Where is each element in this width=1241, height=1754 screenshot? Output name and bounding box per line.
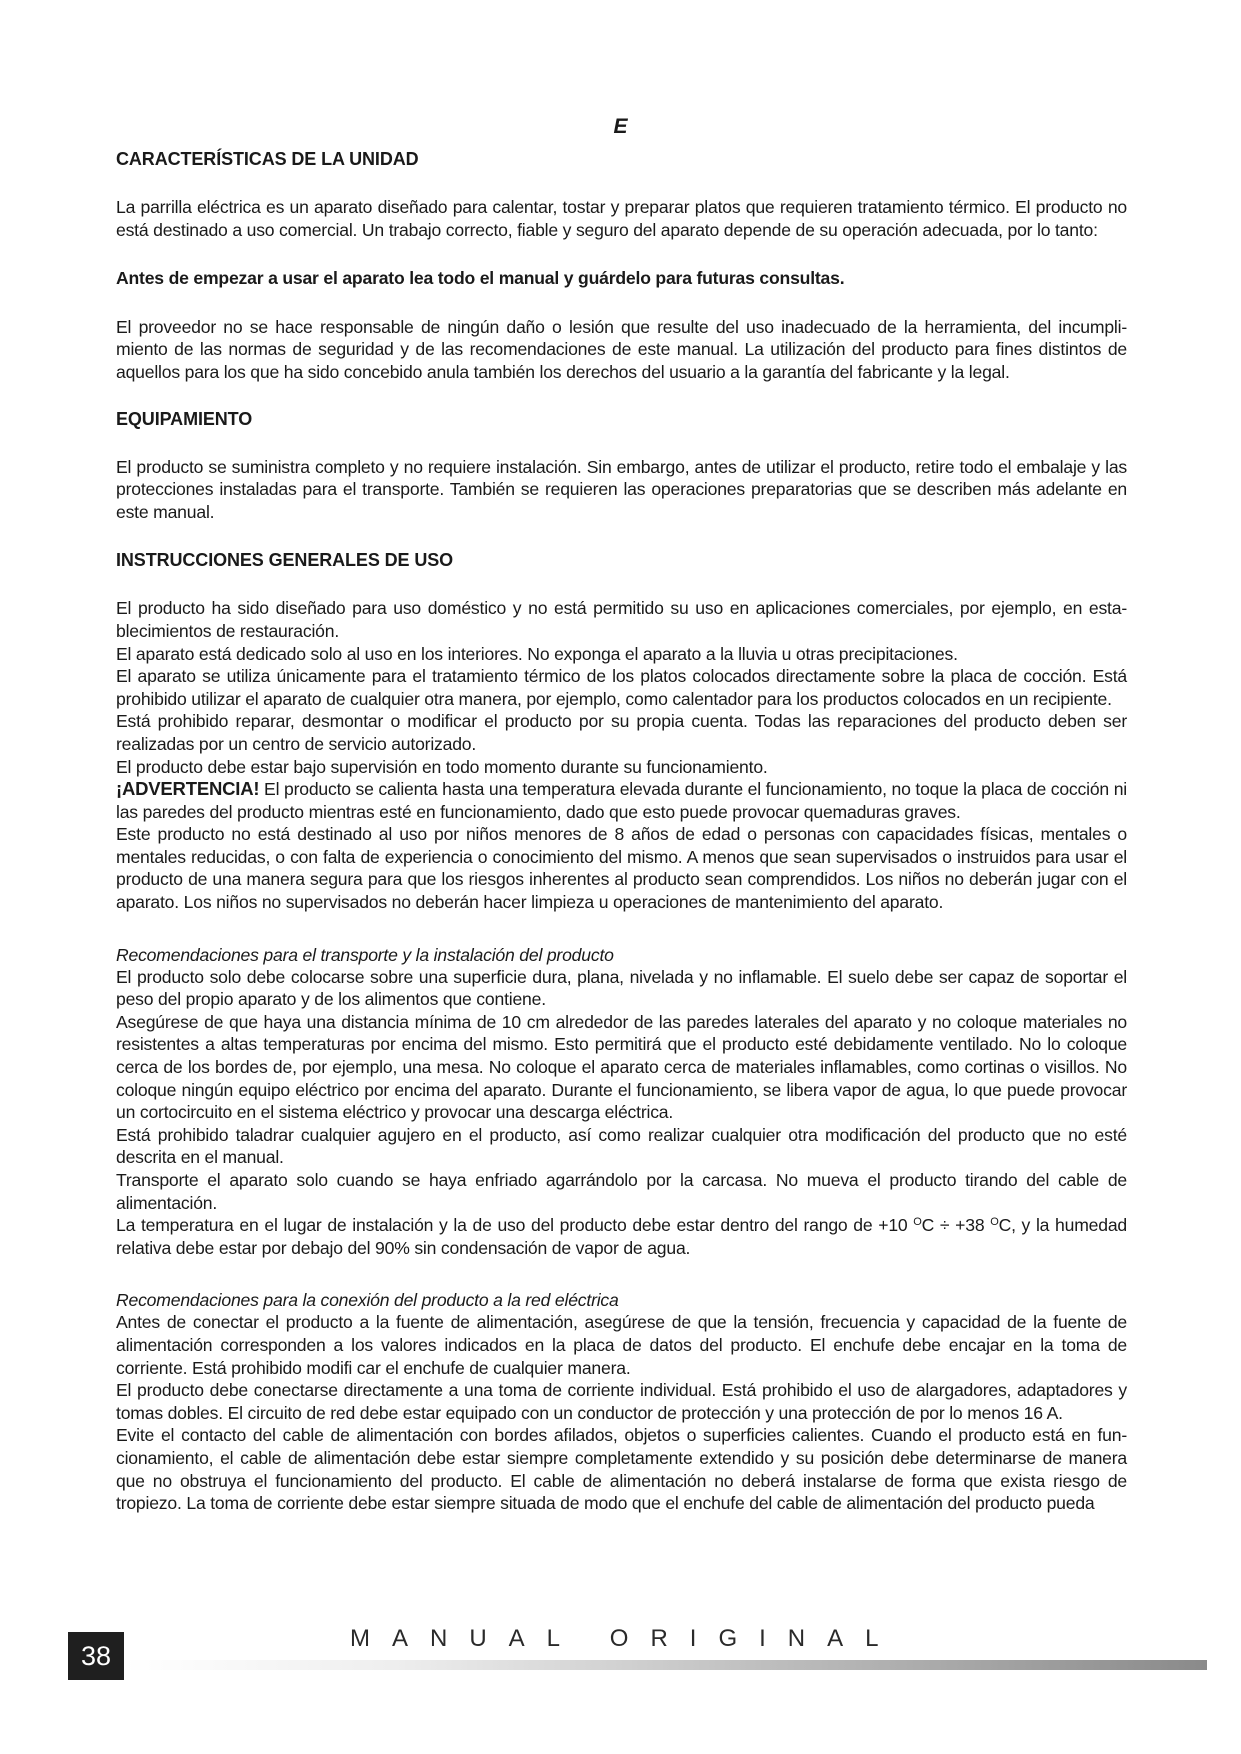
paragraph: El producto debe conectarse directamente a una toma de corriente individual. Está prohibido el uso de alargadores, adaptadores y tomas dobles. El circuito de red debe estar equipado con un conductor de protección y una protección de por lo menos 16 A.	[116, 1380, 1127, 1423]
paragraph-temperature	[116, 1214, 1127, 1259]
footer-gradient-bar	[124, 1660, 1207, 1670]
text-part: C ÷ +38	[921, 1215, 991, 1236]
subsection-title-transporte: Recomendaciones para el transporte y la instalación del producto	[116, 944, 614, 965]
text-part: C, y la humedad relativa debe estar por debajo del 90% sin condensación de vapor de agua.	[116, 1215, 1127, 1258]
paragraph: El producto solo debe colocarse sobre una superficie dura, plana, nivelada y no inflamable. El suelo debe ser capaz de soportar el peso del propio aparato y de los alimentos que contiene.	[116, 966, 1127, 1010]
page-letter: E	[613, 115, 628, 138]
page-number: 38	[68, 1632, 124, 1680]
paragraph: El producto se suministra completo y no requiere instalación. Sin embargo, antes de utilizar el producto, retire todo el embalaje y las protecciones instaladas para el transporte. También se requieren las operaciones preparatorias que se describen más adelante en este manual.	[116, 456, 1127, 522]
paragraph: Este producto no está destinado al uso por niños menores de 8 años de edad o personas con capacidades físicas, mentales o mentales reducidas, o con falta de experiencia o conocimiento del mismo. A menos que sean supervisados o instruidos para usar el producto de una manera segura para que los riesgos inherentes al producto sean comprendidos. Los niños no deberán jugar con el aparato. Los niños no supervisados no deberán hacer limpieza u operaciones de mantenimiento del aparato.	[116, 824, 1127, 913]
paragraph: El producto debe estar bajo supervisión en todo momento durante su funcionamiento.	[116, 756, 768, 777]
paragraph: El producto ha sido diseñado para uso doméstico y no está permitido su uso en aplicaciones comerciales, por ejemplo, en esta- blecimientos de restauración.	[116, 598, 1127, 641]
page-footer	[0, 1620, 1241, 1680]
warning-paragraph	[116, 778, 1127, 823]
paragraph: Asegúrese de que haya una distancia mínima de 10 cm alrededor de las paredes laterales del aparato y no coloque materiales no resistentes a altas temperaturas por encima del mismo. Esto permitirá que el producto esté debidamente ventilado. No lo coloque cerca de los bordes de, por ejemplo, una mesa. No coloque el aparato cerca de materiales inflamables, como cortinas o visillos. No coloque ningún equipo eléctrico por encima del aparato. Durante el funcionamiento, se libera vapor de agua, lo que puede provocar un cortocircuito en el sistema eléctrico y provocar una descarga eléctrica.	[116, 1011, 1127, 1123]
section-title-caracteristicas: CARACTERÍSTICAS DE LA UNIDAD	[116, 149, 419, 169]
paragraph: El proveedor no se hace responsable de ningún daño o lesión que resulte del uso inadecuado de la herramienta, del incumpli- miento de las normas de seguridad y de las recomendaciones de este manual. La utilización del producto para fines distintos de aquellos para los que ha sido concebido anula también los derechos del usuario a la garantía del fabricante y la legal.	[116, 316, 1127, 382]
paragraph-bold-notice: Antes de empezar a usar el aparato lea todo el manual y guárdelo para futuras consultas.	[116, 268, 845, 289]
paragraph: Evite el contacto del cable de alimentación con bordes afilados, objetos o superficies calientes. Cuando el producto está en fun- cionamiento, el cable de alimentación debe estar siempre completamente extendido y su posición debe determinarse de manera que no obstruya el funcionamiento del producto. El cable de alimentación no deberá instalarse de forma que exista riesgo de tropiezo. La toma de corriente debe estar siempre situada de modo que el enchufe del cable de alimentación del producto pueda	[116, 1425, 1127, 1514]
paragraph: Transporte el aparato solo cuando se haya enfriado agarrándolo por la carcasa. No mueva el producto tirando del cable de alimentación.	[116, 1170, 1127, 1213]
footer-label: MANUAL ORIGINAL	[350, 1625, 901, 1652]
degree-symbol: O	[913, 1216, 922, 1229]
paragraph: Está prohibido reparar, desmontar o modificar el producto por su propia cuenta. Todas las reparaciones del producto deben ser realizadas por un centro de servicio autorizado.	[116, 711, 1127, 754]
section-title-equipamiento: EQUIPAMIENTO	[116, 408, 253, 429]
text-part: La temperatura en el lugar de instalación y la de uso del producto debe estar dentro del rango de +10	[116, 1215, 914, 1236]
warning-label: ¡ADVERTENCIA!	[116, 778, 260, 800]
paragraph: El aparato está dedicado solo al uso en los interiores. No exponga el aparato a la lluvia u otras precipitaciones.	[116, 643, 958, 664]
section-title-instrucciones: INSTRUCCIONES GENERALES DE USO	[116, 550, 454, 571]
subsection-title-conexion: Recomendaciones para la conexión del producto a la red eléctrica	[116, 1290, 619, 1311]
warning-text: El producto se calienta hasta una temperatura elevada durante el funcionamiento, no toque la placa de cocción ni las paredes del producto mientras esté en funcionamiento, dado que esto puede provocar quemaduras graves.	[116, 779, 1127, 822]
paragraph: La parrilla eléctrica es un aparato diseñado para calentar, tostar y preparar platos que requieren tratamiento térmico. El producto no está destinado a uso comercial. Un trabajo correcto, fiable y seguro del aparato depende de su operación adecuada, por lo tanto:	[116, 197, 1127, 240]
degree-symbol: O	[990, 1216, 999, 1229]
paragraph: Antes de conectar el producto a la fuente de alimentación, asegúrese de que la tensión, frecuencia y capacidad de la fuente de alimentación corresponden a los valores indicados en la placa de datos del producto. El enchufe debe encajar en la toma de corriente. Está prohibido modifi car el enchufe de cualquier manera.	[116, 1312, 1127, 1378]
document-body	[116, 148, 1127, 1515]
paragraph: El aparato se utiliza únicamente para el tratamiento térmico de los platos colocados directamente sobre la placa de cocción. Está prohibido utilizar el aparato de cualquier otra manera, por ejemplo, como calentador para los productos colocados en un recipiente.	[116, 666, 1127, 709]
paragraph: Está prohibido taladrar cualquier agujero en el producto, así como realizar cualquier otra modificación del producto que no esté descrita en el manual.	[116, 1124, 1127, 1168]
